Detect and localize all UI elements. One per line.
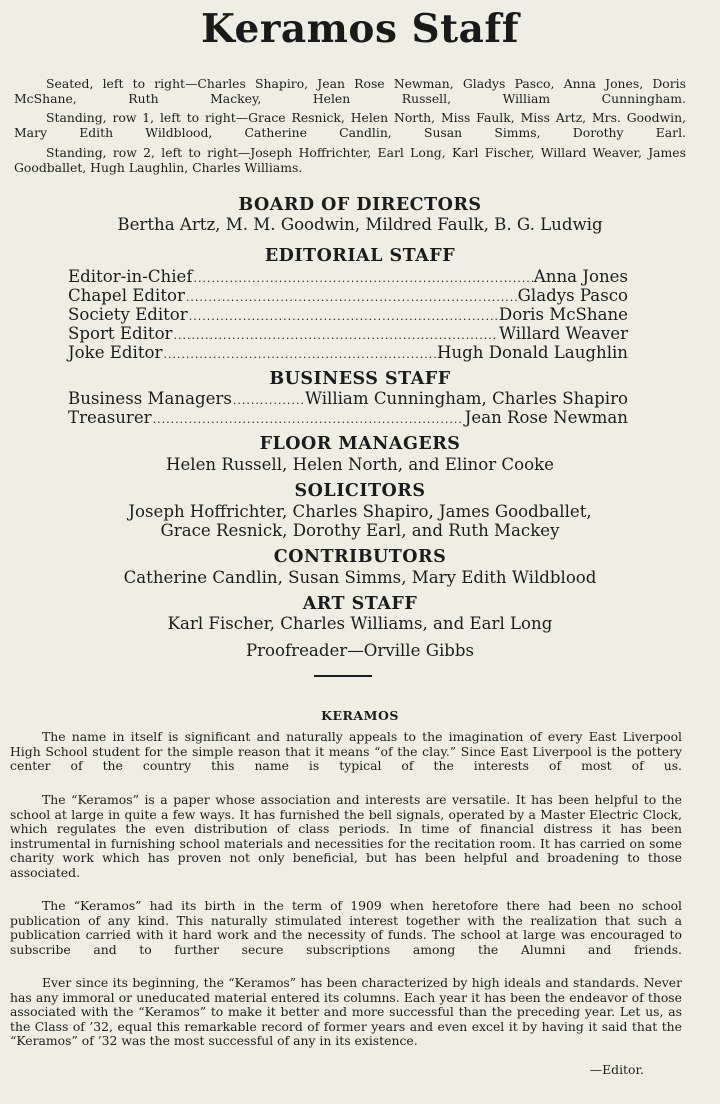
role-label: Business Managers: [68, 389, 232, 408]
business-heading: BUSINESS STAFF: [269, 369, 451, 389]
dot-leader: [233, 394, 304, 407]
photo-caption-row-2: Standing, row 2, left to right—Joseph Hoffrichter, Earl Long, Karl Fischer, Willard Weaver, James Goodballet, Hugh Laughlin, Charles Williams.: [14, 145, 686, 175]
article-paragraph-3: The “Keramos” had its birth in the term of 1909 when heretofore there had been no school publication of any kind. This naturally stimulated interest together with the realization that such a publication carried with it hard work and the necessity of funds. The school at large was encouraged to subscribe and to further secure subscriptions among the Alumni and friends.: [10, 898, 682, 957]
role-name: Gladys Pasco: [517, 286, 628, 305]
business-row: [68, 408, 628, 428]
role-name: Jean Rose Newman: [464, 408, 628, 427]
role-label: Society Editor: [68, 305, 188, 324]
dot-leader: [186, 291, 517, 304]
solicitors-heading: SOLICITORS: [294, 481, 426, 501]
dot-leader: [153, 413, 464, 426]
role-label: Editor-in-Chief: [68, 267, 193, 286]
role-name: William Cunningham, Charles Shapiro: [304, 389, 628, 408]
floor-names: Helen Russell, Helen North, and Elinor Cooke: [166, 455, 554, 474]
editorial-row: [68, 267, 628, 287]
dot-leader: [174, 329, 499, 342]
role-label: Joke Editor: [68, 343, 163, 362]
role-name: Anna Jones: [533, 267, 628, 286]
article-paragraph-4: Ever since its beginning, the “Keramos” has been characterized by high ideals and standards. Never has any immoral or uneducated material entered its columns. Each year it has been the endeavor of those associated with the “Keramos” to make it better and more successful than the preceding year. Let us, as the Class of ’32, equal this remarkable record of former years and even excel it by having it said that the “Keramos” of ’32 was the most successful of any in its existence.: [10, 975, 682, 1048]
proofreader-line: Proofreader—Orville Gibbs: [245, 641, 475, 660]
editorial-row: [68, 324, 628, 344]
photo-caption-row-1: Standing, row 1, left to right—Grace Resnick, Helen North, Miss Faulk, Miss Artz, Mrs. Goodwin, Mary Edith Wildblood, Catherine Candlin, Susan Simms, Dorothy Earl.: [14, 110, 686, 140]
section-divider: [314, 675, 372, 677]
role-label: Treasurer: [68, 408, 152, 427]
role-name: Doris McShane: [498, 305, 628, 324]
role-name: Hugh Donald Laughlin: [436, 343, 628, 362]
article-heading: KERAMOS: [321, 708, 399, 723]
editorial-row: [68, 343, 628, 363]
board-heading: BOARD OF DIRECTORS: [238, 195, 482, 215]
editorial-row: [68, 286, 628, 306]
editorial-row: [68, 305, 628, 325]
article-paragraph-1: The name in itself is significant and naturally appeals to the imagination of every East Liverpool High School student for the simple reason that it means “of the clay.” Since East Liverpool is the pottery center of the country this name is typical of the interests of most of us.: [10, 729, 682, 773]
editorial-heading: EDITORIAL STAFF: [264, 246, 456, 266]
contributors-heading: CONTRIBUTORS: [273, 547, 447, 567]
solicitors-names-line-1: Joseph Hoffrichter, Charles Shapiro, James Goodballet,: [128, 502, 592, 521]
dot-leader: [189, 310, 498, 323]
contributors-names: Catherine Candlin, Susan Simms, Mary Edith Wildblood: [123, 568, 597, 587]
floor-heading: FLOOR MANAGERS: [259, 434, 461, 454]
dot-leader: [163, 348, 436, 361]
dot-leader: [194, 272, 533, 285]
article-paragraph-2: The “Keramos” is a paper whose association and interests are versatile. It has been helpful to the school at large in quite a few ways. It has furnished the bell signals, operated by a Master Electric Clock, which regulates the even distribution of class periods. In time of financial distress it has been instrumental in furnishing school materials and necessities for the recitation room. It has carried on some charity work which has proven not only beneficial, but has been helpful and broadening to those associated.: [10, 792, 682, 880]
solicitors-names-line-2: Grace Resnick, Dorothy Earl, and Ruth Mackey: [160, 521, 560, 540]
art-names: Karl Fischer, Charles Williams, and Earl Long: [167, 614, 553, 633]
role-label: Chapel Editor: [68, 286, 185, 305]
business-row: [68, 389, 628, 409]
art-heading: ART STAFF: [302, 594, 418, 614]
role-name: Willard Weaver: [499, 324, 628, 343]
article-signature: —Editor.: [589, 1062, 644, 1077]
role-label: Sport Editor: [68, 324, 173, 343]
board-names: Bertha Artz, M. M. Goodwin, Mildred Faulk, B. G. Ludwig: [117, 215, 603, 234]
photo-caption-seated: Seated, left to right—Charles Shapiro, Jean Rose Newman, Gladys Pasco, Anna Jones, Doris McShane, Ruth Mackey, Helen Russell, William Cunningham.: [14, 76, 686, 106]
page-title: Keramos Staff: [201, 6, 519, 52]
